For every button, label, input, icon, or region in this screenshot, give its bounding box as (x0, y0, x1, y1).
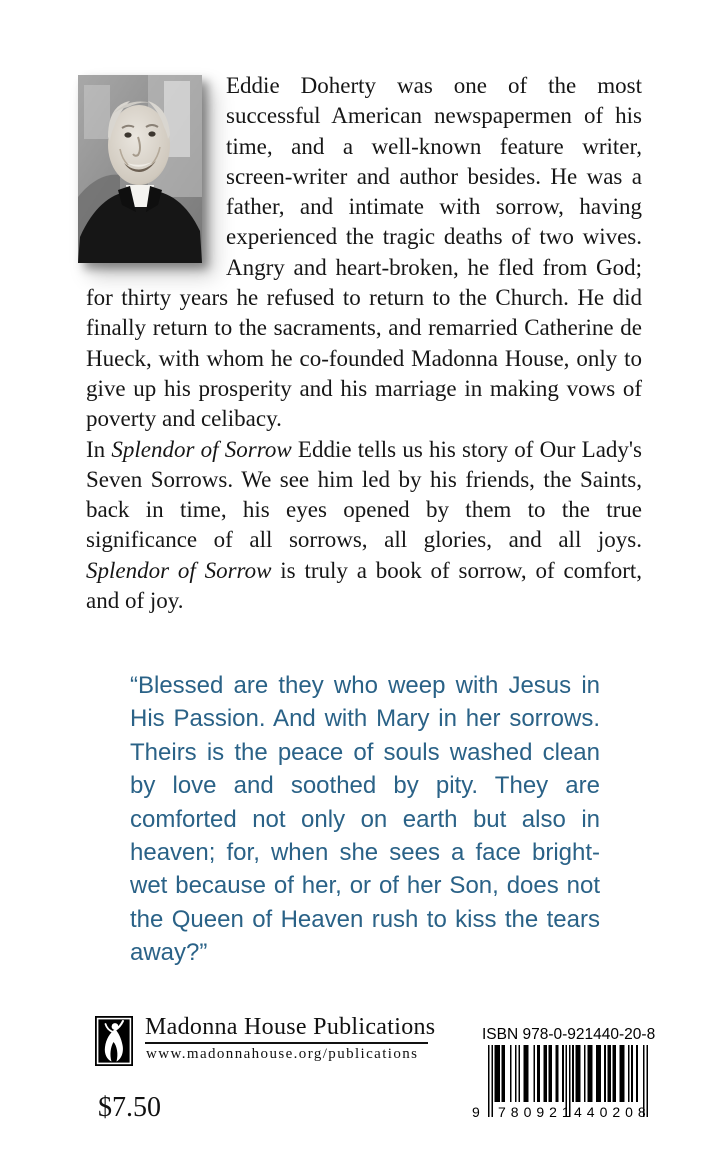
book-title-italic: Splendor of Sorrow (111, 436, 292, 462)
bio-paragraph-2-end: is truly a book of sorrow, of comfort, and of joy. (86, 557, 643, 614)
isbn-label: ISBN 978-0-921440-20-8 (482, 1026, 656, 1043)
book-title-italic: Splendor of Sorrow (86, 557, 272, 583)
publisher-logo (95, 1016, 133, 1066)
bio-paragraph-2-intro: In (86, 436, 112, 462)
author-portrait-illustration (78, 75, 202, 263)
barcode-digits-group-2: 440208 (574, 1104, 651, 1120)
barcode-digit-left: 9 (472, 1104, 480, 1120)
bio-paragraph-2 (86, 435, 642, 617)
madonna-figure-icon (95, 1016, 133, 1066)
publisher-divider (145, 1042, 428, 1044)
publisher-name: Madonna House Publications (145, 1014, 436, 1040)
author-bio (86, 71, 642, 616)
author-photo (78, 75, 202, 263)
price-label: $7.50 (98, 1092, 161, 1123)
bio-paragraph-1: Eddie Doherty was one of the most successful American newspapermen of his time, and a well-known feature writer, screen-writer and author besides. He was a father, and intimate with sorrow, having experienced the tragic deaths of two wives. Angry and heart-broken, he fled from God; for thirty years he refused to return to the Church. He did finally return to the sacraments, and remarried Catherine de Hueck, with whom he co-founded Madonna House, only to give up his prosperity and his marriage in making vows of poverty and celibacy. (86, 73, 642, 432)
barcode-digits-group-1: 780921 (498, 1104, 575, 1120)
publisher-url: www.madonnahouse.org/publications (146, 1046, 419, 1062)
quote-text: “Blessed are they who weep with Jesus in His Passion. And with Mary in her sorrows. Theirs is the peace of souls washed clean by love and soothed by pity. They are comforted not only on earth but also in heaven; for, when she sees a face bright-wet because of her, or of her Son, does not the Queen of Heaven rush to kiss the tears away?” (130, 672, 600, 967)
bio-paragraph-2-mid: Eddie tells us his story of Our Lady's Seven Sorrows. We see him led by his friends, the Saints, back in time, his eyes opened by them to the true significance of all sorrows, all glories, and all joys. (86, 436, 642, 553)
pull-quote (130, 669, 600, 970)
